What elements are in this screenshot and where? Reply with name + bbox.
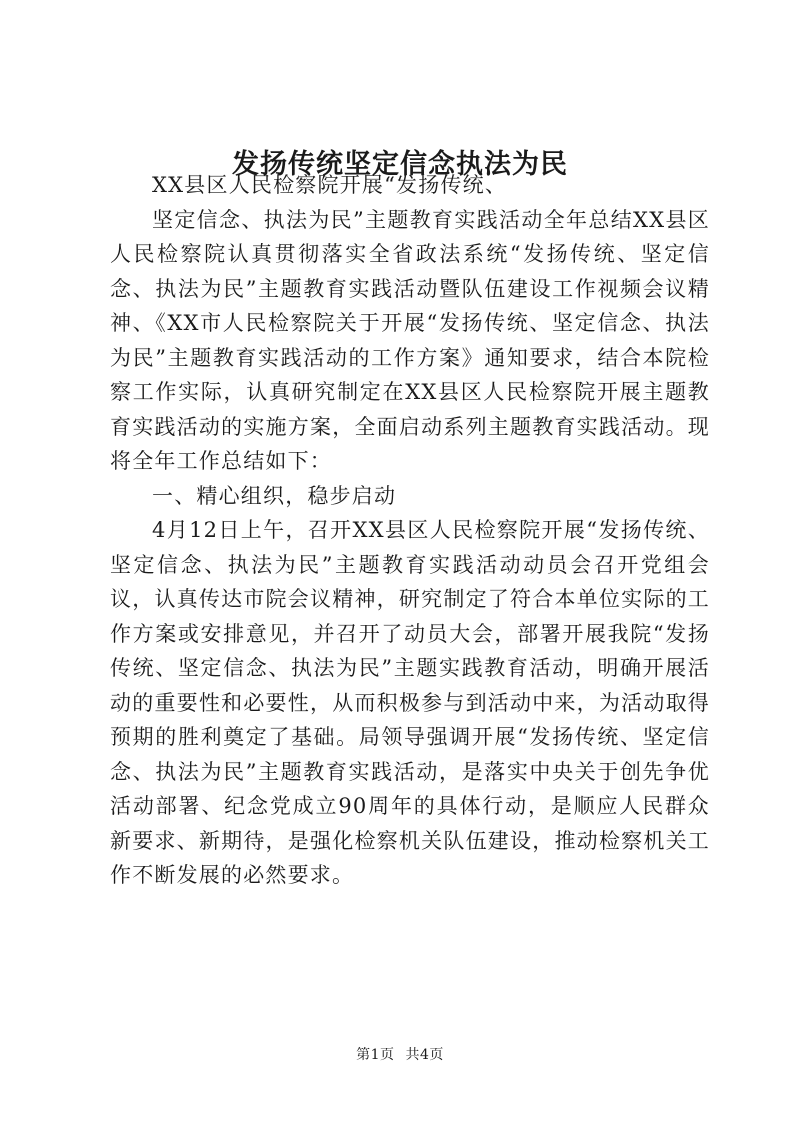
page-total: 共4页 <box>405 1047 444 1063</box>
paragraph-summary: 坚定信念、执法为民”主题教育实践活动全年总结XX县区人民检察院认真贯彻落实全省政法系统“发扬传统、坚定信念、执法为民”主题教育实践活动暨队伍建设工作视频会议精神、《XX市人民检察院关于开展“发扬传统、坚定信念、执法为民”主题教育实践活动的工作方案》通知要求，结合本院检察工作实际，认真研究制定在XX县区人民检察院开展主题教育实践活动的实施方案，全面启动系列主题教育实践活动。现将全年工作总结如下： <box>110 207 710 473</box>
paragraph-section-1: 4月12日上午，召开XX县区人民检察院开展“发扬传统、坚定信念、执法为民”主题教育实践活动动员会召开党组会议，认真传达市院会议精神，研究制定了符合本单位实际的工作方案或安排意见，并召开了动员大会，部署开展我院“发扬传统、坚定信念、执法为民”主题实践教育活动，明确开展活动的重要性和必要性，从而积极参与到活动中来，为活动取得预期的胜利奠定了基础。局领导强调开展“发扬传统、坚定信念、执法为民”主题教育实践活动，是落实中央关于创先争优活动部署、纪念党成立90周年的具体行动，是顺应人民群众新要求、新期待，是强化检察机关队伍建设，推动检察机关工作不断发展的必然要求。 <box>110 518 710 887</box>
paragraph-intro: XX县区人民检察院开展“发扬传统、 <box>152 173 508 197</box>
page-footer <box>0 1044 800 1064</box>
page-number: 第1页 <box>356 1047 395 1063</box>
document-title: 发扬传统坚定信念执法为民 <box>232 149 568 180</box>
document-body <box>110 168 710 893</box>
section-heading: 一、精心组织，稳步启动 <box>152 483 397 508</box>
